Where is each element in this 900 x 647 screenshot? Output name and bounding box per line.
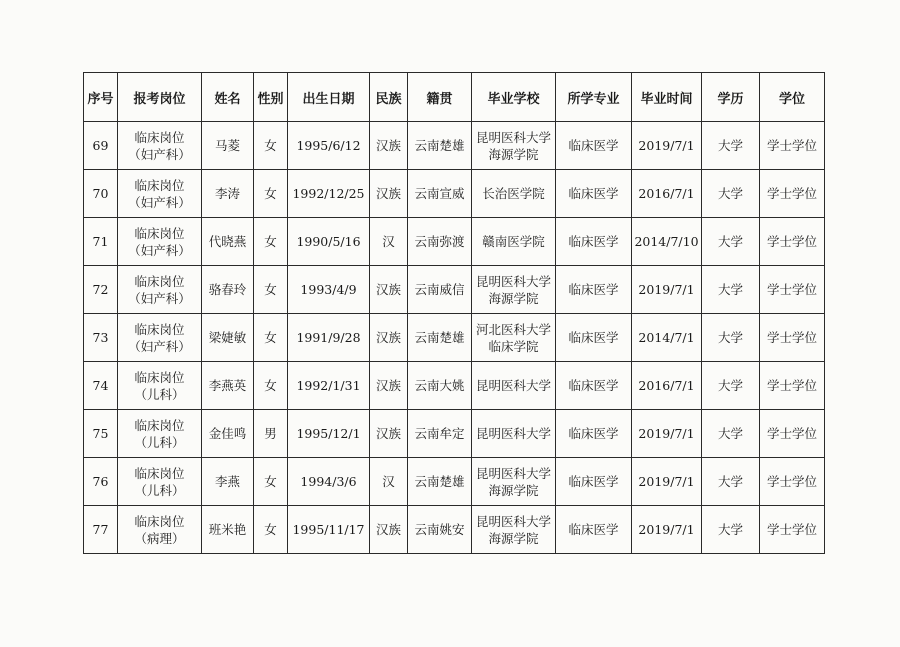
cell-degree: 学士学位 xyxy=(760,170,825,218)
cell-position: 临床岗位 （妇产科） xyxy=(118,170,202,218)
column-header-native-place: 籍贯 xyxy=(408,73,472,122)
cell-major: 临床医学 xyxy=(556,122,632,170)
cell-school: 昆明医科大学 xyxy=(472,362,556,410)
cell-seq: 69 xyxy=(84,122,118,170)
column-header-major: 所学专业 xyxy=(556,73,632,122)
cell-education: 大学 xyxy=(702,122,760,170)
cell-seq: 74 xyxy=(84,362,118,410)
cell-birthdate: 1990/5/16 xyxy=(288,218,370,266)
cell-education: 大学 xyxy=(702,218,760,266)
cell-school: 昆明医科大学 海源学院 xyxy=(472,506,556,554)
cell-name: 班米艳 xyxy=(202,506,254,554)
candidate-table xyxy=(83,72,825,554)
cell-native-place: 云南弥渡 xyxy=(408,218,472,266)
cell-gender: 女 xyxy=(254,506,288,554)
cell-native-place: 云南威信 xyxy=(408,266,472,314)
cell-native-place: 云南楚雄 xyxy=(408,314,472,362)
column-header-education: 学历 xyxy=(702,73,760,122)
cell-major: 临床医学 xyxy=(556,218,632,266)
cell-school: 昆明医科大学 海源学院 xyxy=(472,266,556,314)
column-header-name: 姓名 xyxy=(202,73,254,122)
cell-seq: 75 xyxy=(84,410,118,458)
cell-major: 临床医学 xyxy=(556,458,632,506)
cell-grad-date: 2014/7/1 xyxy=(632,314,702,362)
cell-ethnicity: 汉族 xyxy=(370,266,408,314)
cell-degree: 学士学位 xyxy=(760,410,825,458)
cell-school: 长治医学院 xyxy=(472,170,556,218)
cell-position: 临床岗位 （儿科） xyxy=(118,362,202,410)
column-header-seq: 序号 xyxy=(84,73,118,122)
cell-birthdate: 1994/3/6 xyxy=(288,458,370,506)
cell-name: 梁婕敏 xyxy=(202,314,254,362)
cell-seq: 76 xyxy=(84,458,118,506)
cell-ethnicity: 汉族 xyxy=(370,410,408,458)
cell-degree: 学士学位 xyxy=(760,266,825,314)
cell-grad-date: 2019/7/1 xyxy=(632,458,702,506)
cell-major: 临床医学 xyxy=(556,410,632,458)
cell-gender: 女 xyxy=(254,314,288,362)
cell-grad-date: 2019/7/1 xyxy=(632,506,702,554)
cell-native-place: 云南楚雄 xyxy=(408,122,472,170)
cell-birthdate: 1993/4/9 xyxy=(288,266,370,314)
table-row xyxy=(84,218,825,266)
cell-grad-date: 2019/7/1 xyxy=(632,122,702,170)
cell-education: 大学 xyxy=(702,362,760,410)
table-row xyxy=(84,122,825,170)
cell-native-place: 云南楚雄 xyxy=(408,458,472,506)
cell-seq: 71 xyxy=(84,218,118,266)
cell-grad-date: 2019/7/1 xyxy=(632,266,702,314)
cell-grad-date: 2014/7/10 xyxy=(632,218,702,266)
cell-name: 代晓燕 xyxy=(202,218,254,266)
column-header-degree: 学位 xyxy=(760,73,825,122)
table-header-row xyxy=(84,73,825,122)
cell-birthdate: 1992/12/25 xyxy=(288,170,370,218)
cell-birthdate: 1995/12/1 xyxy=(288,410,370,458)
column-header-school: 毕业学校 xyxy=(472,73,556,122)
cell-education: 大学 xyxy=(702,506,760,554)
cell-birthdate: 1992/1/31 xyxy=(288,362,370,410)
cell-name: 马菱 xyxy=(202,122,254,170)
table-row xyxy=(84,170,825,218)
column-header-position: 报考岗位 xyxy=(118,73,202,122)
cell-degree: 学士学位 xyxy=(760,122,825,170)
cell-position: 临床岗位 （儿科） xyxy=(118,410,202,458)
cell-seq: 73 xyxy=(84,314,118,362)
table-row xyxy=(84,362,825,410)
cell-ethnicity: 汉族 xyxy=(370,314,408,362)
cell-name: 骆春玲 xyxy=(202,266,254,314)
cell-education: 大学 xyxy=(702,458,760,506)
cell-major: 临床医学 xyxy=(556,314,632,362)
cell-gender: 女 xyxy=(254,122,288,170)
cell-seq: 72 xyxy=(84,266,118,314)
cell-position: 临床岗位 （妇产科） xyxy=(118,266,202,314)
cell-name: 李燕 xyxy=(202,458,254,506)
cell-native-place: 云南姚安 xyxy=(408,506,472,554)
cell-position: 临床岗位 （妇产科） xyxy=(118,122,202,170)
cell-name: 李涛 xyxy=(202,170,254,218)
cell-ethnicity: 汉 xyxy=(370,458,408,506)
cell-ethnicity: 汉族 xyxy=(370,362,408,410)
cell-name: 李燕英 xyxy=(202,362,254,410)
cell-birthdate: 1991/9/28 xyxy=(288,314,370,362)
cell-ethnicity: 汉族 xyxy=(370,122,408,170)
cell-seq: 77 xyxy=(84,506,118,554)
cell-gender: 女 xyxy=(254,218,288,266)
cell-major: 临床医学 xyxy=(556,170,632,218)
table-row xyxy=(84,410,825,458)
cell-education: 大学 xyxy=(702,314,760,362)
cell-school: 赣南医学院 xyxy=(472,218,556,266)
cell-gender: 女 xyxy=(254,170,288,218)
cell-gender: 女 xyxy=(254,362,288,410)
column-header-gender: 性别 xyxy=(254,73,288,122)
cell-degree: 学士学位 xyxy=(760,218,825,266)
table-row xyxy=(84,506,825,554)
cell-position: 临床岗位 （妇产科） xyxy=(118,314,202,362)
cell-ethnicity: 汉 xyxy=(370,218,408,266)
cell-gender: 男 xyxy=(254,410,288,458)
cell-major: 临床医学 xyxy=(556,266,632,314)
cell-school: 昆明医科大学 海源学院 xyxy=(472,458,556,506)
cell-birthdate: 1995/11/17 xyxy=(288,506,370,554)
column-header-ethnicity: 民族 xyxy=(370,73,408,122)
cell-gender: 女 xyxy=(254,266,288,314)
cell-ethnicity: 汉族 xyxy=(370,506,408,554)
cell-education: 大学 xyxy=(702,410,760,458)
column-header-birthdate: 出生日期 xyxy=(288,73,370,122)
cell-grad-date: 2016/7/1 xyxy=(632,362,702,410)
cell-position: 临床岗位 （妇产科） xyxy=(118,218,202,266)
cell-degree: 学士学位 xyxy=(760,362,825,410)
cell-school: 昆明医科大学 xyxy=(472,410,556,458)
cell-gender: 女 xyxy=(254,458,288,506)
table-body xyxy=(84,122,825,554)
cell-degree: 学士学位 xyxy=(760,458,825,506)
cell-position: 临床岗位 （儿科） xyxy=(118,458,202,506)
cell-position: 临床岗位 （病理） xyxy=(118,506,202,554)
cell-school: 昆明医科大学 海源学院 xyxy=(472,122,556,170)
cell-grad-date: 2016/7/1 xyxy=(632,170,702,218)
cell-birthdate: 1995/6/12 xyxy=(288,122,370,170)
table-row xyxy=(84,314,825,362)
table-row xyxy=(84,458,825,506)
cell-education: 大学 xyxy=(702,170,760,218)
cell-degree: 学士学位 xyxy=(760,314,825,362)
table-row xyxy=(84,266,825,314)
cell-education: 大学 xyxy=(702,266,760,314)
cell-major: 临床医学 xyxy=(556,362,632,410)
cell-school: 河北医科大学 临床学院 xyxy=(472,314,556,362)
cell-native-place: 云南宣威 xyxy=(408,170,472,218)
cell-degree: 学士学位 xyxy=(760,506,825,554)
cell-name: 金佳鸣 xyxy=(202,410,254,458)
cell-native-place: 云南大姚 xyxy=(408,362,472,410)
cell-ethnicity: 汉族 xyxy=(370,170,408,218)
cell-native-place: 云南牟定 xyxy=(408,410,472,458)
cell-major: 临床医学 xyxy=(556,506,632,554)
cell-seq: 70 xyxy=(84,170,118,218)
column-header-grad-date: 毕业时间 xyxy=(632,73,702,122)
cell-grad-date: 2019/7/1 xyxy=(632,410,702,458)
